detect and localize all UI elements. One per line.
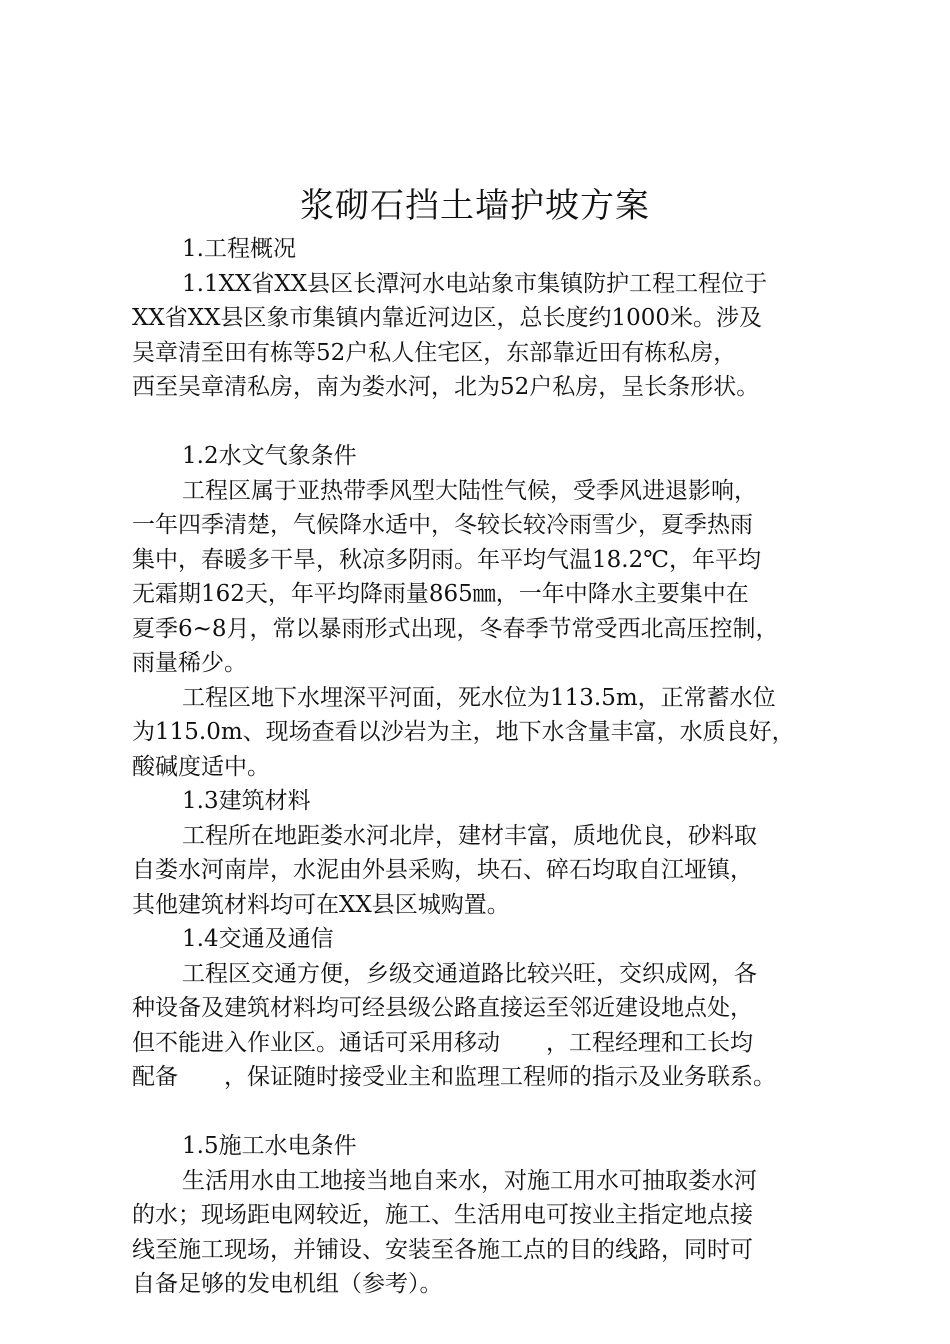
section-heading-1-4: 1.4交通及通信 (182, 926, 334, 952)
section-heading-1-2: 1.2水文气象条件 (182, 443, 357, 469)
paragraph-gap (132, 405, 832, 440)
paragraph-line: 但不能进入作业区。通话可采用移动 ，工程经理和工长均 (132, 1029, 753, 1056)
paragraph-line: 工程区交通方便，乡级交通道路比较兴旺，交织成网，各 (182, 960, 757, 987)
section-heading-1: 1.工程概况 (182, 236, 296, 262)
paragraph-line: 1.1XX省XX县区长潭河水电站象市集镇防护工程工程位于 (182, 270, 768, 297)
paragraph-line: 自备足够的发电机组（参考）。 (132, 1271, 443, 1297)
paragraph-line: 自娄水河南岸，水泥由外县采购，块石、碎石均取自江垭镇， (132, 857, 753, 883)
document-body (132, 232, 832, 1302)
paragraph-line: 配备 ，保证随时接受业主和监理工程师的指示及业务联系。 (132, 1064, 776, 1090)
paragraph-line: 一年四季清楚，气候降水适中，冬较长较冷雨雪少，夏季热雨 (132, 512, 753, 538)
paragraph-line: 工程所在地距娄水河北岸，建材丰富，质地优良，砂料取 (182, 822, 757, 849)
paragraph-line: 夏季6~8月，常以暴雨形式出现，冬春季节常受西北高压控制， (132, 615, 779, 642)
paragraph-line: 工程区属于亚热带季风型大陆性气候，受季风进退影响， (182, 477, 757, 504)
section-1-4-paragraph (132, 957, 832, 1095)
paragraph-line: 生活用水由工地接当地自来水，对施工用水可抽取娄水河 (182, 1167, 757, 1194)
paragraph-line: 雨量稀少。 (132, 650, 247, 676)
paragraph-line: 工程区地下水埋深平河面，死水位为113.5m，正常蓄水位 (182, 684, 776, 711)
section-1-5-paragraph (132, 1164, 832, 1302)
paragraph-gap (132, 1095, 832, 1130)
section-1-3-paragraph (132, 819, 832, 923)
paragraph-line: 为115.0m、现场查看以沙岩为主，地下水含量丰富，水质良好， (132, 719, 795, 745)
section-1-1-paragraph (132, 267, 832, 405)
paragraph-line: 无霜期162天，年平均降雨量865㎜，一年中降水主要集中在 (132, 581, 749, 607)
paragraph-line: 种设备及建筑材料均可经县级公路直接运至邻近建设地点处， (132, 995, 753, 1021)
paragraph-line: 的水；现场距电网较近，施工、生活用电可按业主指定地点接 (132, 1202, 753, 1228)
section-1-2-paragraph-2 (132, 681, 832, 785)
section-1-2-paragraph-1 (132, 474, 832, 681)
paragraph-line: 西至吴章清私房，南为娄水河，北为52户私房，呈长条形状。 (132, 374, 760, 400)
paragraph-line: 吴章清至田有栋等52户私人住宅区，东部靠近田有栋私房， (132, 339, 737, 366)
document-title: 浆砌石挡土墙护坡方案 (300, 186, 650, 226)
section-heading-1-5: 1.5施工水电条件 (182, 1133, 357, 1159)
section-heading-1-3: 1.3建筑材料 (182, 788, 311, 814)
paragraph-line: 酸碱度适中。 (132, 753, 270, 780)
paragraph-line: 其他建筑材料均可在XX县区城购置。 (132, 891, 510, 918)
paragraph-line: 线至施工现场，并铺设、安装至各施工点的目的线路，同时可 (132, 1236, 753, 1263)
paragraph-line: XX省XX县区象市集镇内靠近河边区，总长度约1000米。涉及 (132, 305, 763, 331)
paragraph-line: 集中，春暖多干旱，秋凉多阴雨。年平均气温18.2℃，年平均 (132, 546, 761, 573)
